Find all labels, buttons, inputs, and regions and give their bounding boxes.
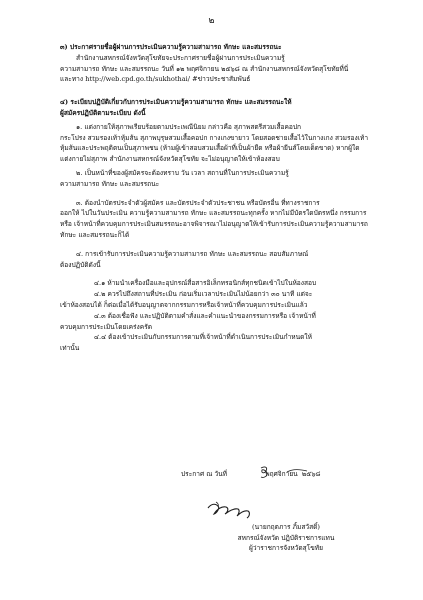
item-4-line-2: ต้องปฏิบัติดังนี้ [60, 260, 101, 269]
signer-position-1: สหกรณ์จังหวัด ปฏิบัติราชการแทน [237, 533, 335, 542]
section-3-heading: ๓) ประกาศรายชื่อผู้ผ่านการประเมินความรู้ความสามารถ ทักษะ และสมรรถนะ [60, 43, 282, 51]
signer-name: (นายกฤตภาร ภิ้มสวัสดิ์) [252, 523, 320, 531]
subitem-4-4-line-2: เท่านั้น [60, 344, 80, 353]
item-3-line-3: หรือ เจ้าหน้าที่ควบคุมการประเมินสมรรถนะอาจพิจารณาไม่อนุญาตให้เข้ารับการประเมินความรู้ความสามารถ [60, 220, 368, 229]
announcement-prefix: ประกาศ ณ วันที่ [181, 470, 228, 478]
item-1-line-2: กระโปรง สวมรองเท้าหุ้มส้น สุภาพบุรุษสวมเสื้อคอปก กางเกงขายาว โดยสอดชายเสื้อไว้ในกางเกง สวมรองเท้า [60, 133, 369, 142]
item-1-line-3: หุ้มส้นและประพฤติตนเป็นสุภาพชน (ห้ามผู้เข้าสอบสวมเสื้อผ้าที่เป็นผ้ายืด หรือผ้ายีนส์โดยเด็ดขาด) หากผู้ใด [60, 144, 360, 153]
item-4-line-1: ๔. การเข้ารับการประเมินความรู้ความสามารถ ทักษะ และสมรรถนะ สอบสัมภาษณ์ [76, 249, 309, 258]
subitem-4-2-line-1: ๔.๒ ควรไปถึงสถานที่ประเมิน ก่อนเริ่มเวลาประเมินไม่น้อยกว่า ๓๐ นาที แต่จะ [94, 290, 313, 299]
item-3-line-4: ทักษะ และสมรรถนะก็ได้ [60, 230, 130, 239]
signer-block [201, 474, 371, 554]
signer-position-2: ผู้ว่าราชการจังหวัดสุโขทัย [249, 544, 323, 552]
subitem-4-2-line-2: เข้าห้องสอบได้ ก็ต่อเมื่อได้รับอนุญาตจากกรรมการหรือเจ้าหน้าที่ควบคุมการประเมินแล้ว [60, 300, 308, 309]
subitem-4-4-line-1: ๔.๔ ต้องเข้าประเมินกับกรรมการตามที่เจ้าหน้าที่ดำเนินการประเมินกำหนดให้ [94, 333, 312, 342]
subitem-4-3-line-1: ๔.๓ ต้องเชื่อฟัง และปฏิบัติตามคำสั่งและคำแนะนำของกรรมการหรือ เจ้าหน้าที่ [94, 311, 316, 320]
item-1-line-1: ๑. แต่งกายให้สุภาพเรียบร้อยตามประเพณีนิยม กล่าวคือ สุภาพสตรีสวมเสื้อคอปก [76, 122, 302, 131]
section-3-line-2: ความสามารถ ทักษะ และสมรรถนะ วันที่ ๑๒ พฤศจิกายน ๒๕๖๘ ณ สำนักงานสหกรณ์จังหวัดสุโขทัยที่นี่ [60, 64, 349, 73]
announcement-month-year: พฤศจิกายน ๒๕๖๘ [265, 470, 321, 478]
item-3-line-2: ออกให้ ไปในวันประเมิน ความรู้ความสามารถ ทักษะ และสมรรถนะทุกครั้ง หากไม่มีบัตรใดบัตรหนึ่ง กรรมการ [60, 209, 367, 218]
subitem-4-3-line-2: ควบคุมการประเมินโดยเคร่งครัด [60, 322, 153, 331]
document-body [60, 42, 370, 354]
section-3-line-3: และทาง http://web.cpd.go.th/sukhothai/ #ข่าวประชาสัมพันธ์ [60, 75, 251, 84]
item-1-line-4: แต่งกายไม่สุภาพ สำนักงานสหกรณ์จังหวัดสุโขทัย จะไม่อนุญาตให้เข้าห้องสอบ [60, 155, 280, 164]
section-3-line-1: สำนักงานสหกรณ์จังหวัดสุโขทัยจะประกาศรายชื่อผู้ผ่านการประเมินความรู้ [76, 53, 285, 62]
section-4-heading-1: ๔) ระเบียบปฏิบัติเกี่ยวกับการประเมินความรู้ความสามารถ ทักษะ และสมรรถนะให้ [60, 98, 292, 107]
item-2-line-1: ๒. เป็นหน้าที่ของผู้สมัครจะต้องทราบ วัน เวลา สถานที่ในการประเมินความรู้ [76, 168, 289, 177]
item-3-line-1: ๓. ต้องนำบัตรประจำตัวผู้สมัคร และบัตรประจำตัวประชาชน หรือบัตรอื่น ที่ทางราชการ [76, 198, 320, 207]
page-number: ๒ [208, 16, 215, 26]
subitem-4-1: ๔.๑ ห้ามนำเครื่องมือและอุปกรณ์สื่อสารอิเล็กทรอนิกส์ทุกชนิดเข้าไปในห้องสอบ [94, 279, 317, 288]
item-2-line-2: ความสามารถ ทักษะ และสมรรถนะ [60, 179, 160, 188]
section-4-heading-2: ผู้สมัครปฏิบัติตามระเบียบ ดังนี้ [60, 108, 146, 117]
